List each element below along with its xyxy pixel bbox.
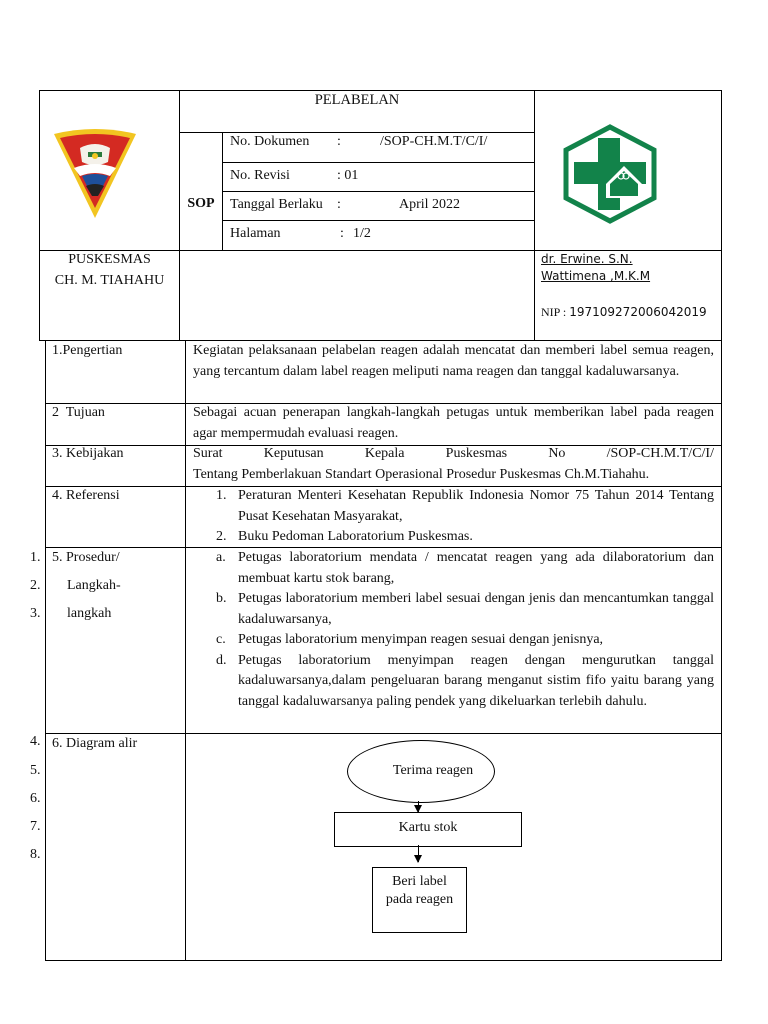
flow-box-beri-label [372,867,467,933]
side-number: 1. [30,550,41,565]
list-marker: 2. [216,529,227,544]
prosedur-item-text: Petugas laboratorium menyimpan reagen sesuai dengan jenisnya, [238,632,604,647]
institution-name-line2: CH. M. TIAHAHU [54,273,165,288]
label-diagram-alir: 6. Diagram alir [52,736,138,751]
body-divider-col [185,341,186,961]
body-border-bottom [45,960,722,961]
kebijakan-word: No [548,446,566,461]
label-prosedur-line3: langkah [67,606,112,621]
kebijakan-word: Kepala [364,446,405,461]
flow-step-terima-reagen: Terima reagen [392,763,474,778]
list-marker: d. [216,652,227,668]
header-border-left [39,90,40,341]
label-kebijakan: 3. Kebijakan [52,446,124,461]
kebijakan-line2: Tentang Pemberlakuan Standart Operasional Prosedur Puskesmas Ch.M.Tiahahu. [193,467,650,482]
meta-sep-no-dokumen: : [337,134,341,149]
side-number: 7. [30,819,41,834]
kebijakan-word: /SOP-CH.M.T/C/I/ [606,446,714,461]
nip-value: 197109272006042019 [569,305,707,319]
text-pengertian: Kegiatan pelaksanaan pelabelan reagen adalah mencatat dan memberi label semua reagen, yang tercantum dalam label reagen meliputi nama reagen dan tanggal kadaluwarsanya. [193,343,714,379]
meta-value-no-dokumen: /SOP-CH.M.T/C/I/ [380,134,488,149]
side-number: 6. [30,791,41,806]
referensi-item-text: Peraturan Menteri Kesehatan Republik Indonesia Nomor 75 Tahun 2014 Tentang Pusat Kesehatan Masyarakat, [238,488,714,524]
header-divider-col1 [179,90,180,341]
list-marker: b. [216,591,227,606]
list-marker: 1. [216,488,227,503]
header-divider-r2 [222,191,535,192]
list-marker: c. [216,632,226,647]
meta-label-halaman: Halaman [230,226,281,241]
list-marker: a. [216,550,226,565]
signer-name-line1: dr. Erwine. S.N. [541,252,633,266]
meta-value-halaman: 1/2 [353,226,371,241]
referensi-item [193,486,714,527]
flow-step-kartu-stok: Kartu stok [398,820,458,835]
header-divider-r1 [222,162,535,163]
flow-box-kartu-stok [334,812,522,847]
prosedur-item [193,630,714,651]
body-border-right [721,341,722,961]
prosedur-item [193,651,714,713]
referensi-item-text: Buku Pedoman Laboratorium Puskesmas. [238,529,473,544]
puskesmas-logo [562,124,658,224]
signer-name-line2: Wattimena ,M.K.M [541,269,651,283]
shield-emblem-icon [52,126,138,220]
regional-emblem-logo [52,126,138,220]
kebijakan-line1 [193,444,714,465]
label-referensi: 4. Referensi [52,488,120,503]
flow-step-beri-label-line1: Beri label [392,874,447,889]
meta-sep-halaman: : [340,226,344,241]
kebijakan-word: Puskesmas [445,446,508,461]
nip-label: NIP : [541,305,570,319]
meta-value-tanggal-berlaku: April 2022 [399,197,461,212]
flow-step-beri-label-line2: pada reagen [385,892,454,907]
kebijakan-word: Surat [193,446,223,461]
prosedur-item [193,548,714,589]
header-border-right [721,90,722,341]
body-border-left [45,341,46,961]
prosedur-list [193,548,714,712]
text-tujuan: Sebagai acuan penerapan langkah-langkah petugas untuk memberikan label pada reagen agar mempermudah evaluasi reagen. [193,405,714,441]
prosedur-item-text: Petugas laboratorium mendata / mencatat reagen yang ada dilaboratorium dan membuat kartu stok barang, [238,550,714,586]
meta-label-tanggal-berlaku: Tanggal Berlaku [230,197,323,212]
prosedur-item [193,589,714,630]
side-number: 5. [30,763,41,778]
flow-arrow-2 [418,845,419,862]
institution-name-line1: PUSKESMAS [68,252,151,267]
signer-nip [541,302,707,322]
prosedur-item-text: Petugas laboratorium menyimpan reagen dengan mengurutkan tanggal kadaluwarsanya,dalam pengeluaran barang menganut sistim fifo yaitu barang yang tanggal kadaluwarsanya paling pendek yang dikeluarkan terlebih dahulu. [238,652,714,709]
sop-label: SOP [187,196,215,211]
label-tujuan: 2 Tujuan [52,405,105,420]
label-prosedur-line1: 5. Prosedur/ [52,550,120,565]
side-number: 4. [30,734,41,749]
label-prosedur-line2: Langkah- [67,578,121,593]
header-divider-col2 [534,90,535,341]
body-divider-row5 [45,733,722,734]
meta-label-no-dokumen: No. Dokumen [230,134,310,149]
label-pengertian: 1.Pengertian [52,343,123,358]
meta-sep-tanggal-berlaku: : [337,197,341,212]
referensi-item [193,527,714,548]
document-title: PELABELAN [314,92,400,108]
meta-label-no-revisi: No. Revisi [230,168,290,183]
prosedur-item-text: Petugas laboratorium memberi label sesuai dengan jenis dan mencantumkan tanggal kadaluwarsanya, [238,591,714,627]
header-divider-r3 [222,220,535,221]
side-number: 3. [30,606,41,621]
flow-arrow-1 [418,801,419,812]
referensi-list [193,486,714,548]
meta-sep-no-revisi: : 01 [337,168,359,183]
kebijakan-word: Keputusan [263,446,324,461]
side-number: 8. [30,847,41,862]
green-cross-hexagon-icon [562,124,658,224]
side-number: 2. [30,578,41,593]
